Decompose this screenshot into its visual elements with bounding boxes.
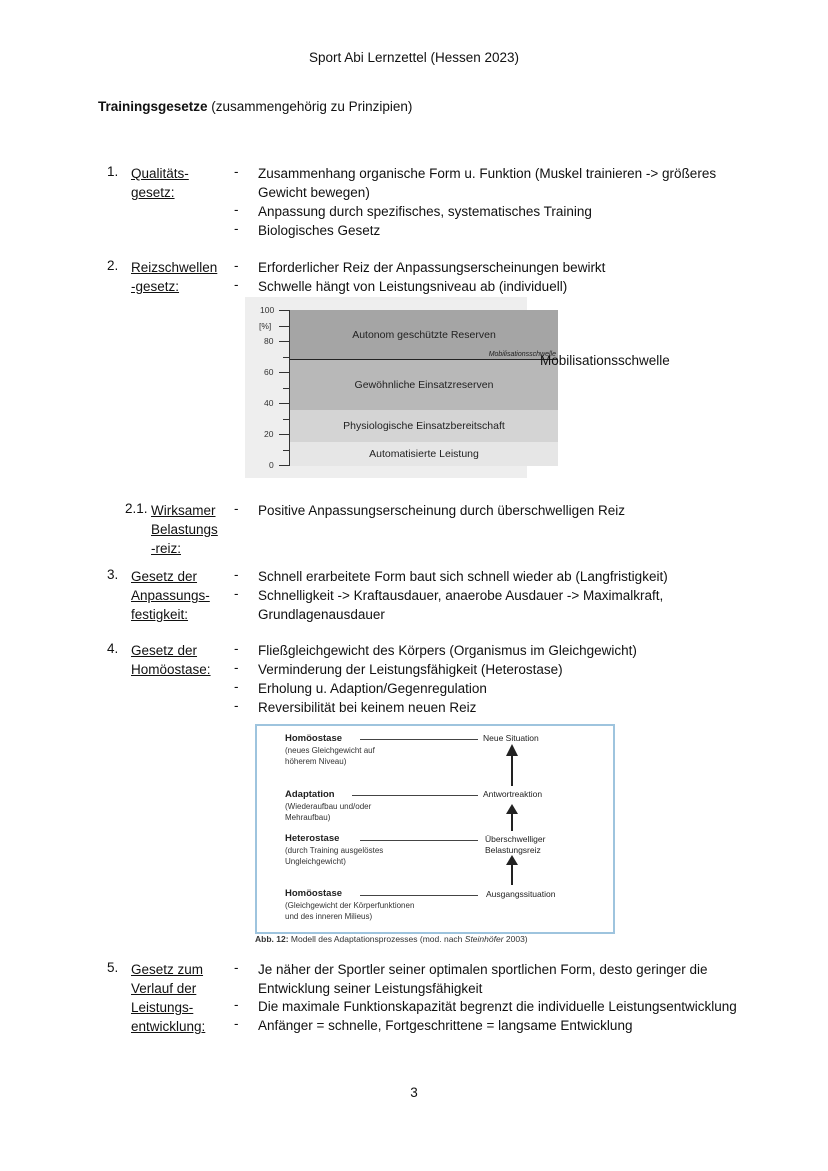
- bullet-text: Erforderlicher Reiz der Anpassungserscheinungen bewirkt: [258, 260, 606, 275]
- y-tick-label: 40: [264, 398, 274, 408]
- item-number: 4.: [107, 641, 119, 656]
- y-tick-label: 0: [269, 460, 274, 470]
- threshold-label: Mobilisationsschwelle: [488, 351, 556, 358]
- bullet-dash: -: [234, 586, 239, 601]
- stage-right-label: Ausgangssituation: [486, 889, 556, 899]
- upward-arrows: [500, 724, 524, 930]
- band-automated-performance: Automatisierte Leistung: [290, 442, 558, 466]
- item-number: 5.: [107, 960, 119, 975]
- item-label: Qualitäts- gesetz:: [131, 166, 189, 200]
- stage-title: Homöostase: [285, 733, 343, 744]
- bullet-text: Schnell erarbeitete Form baut sich schnell wieder ab (Langfristigkeit): [258, 569, 668, 584]
- connector-line: [360, 739, 478, 740]
- bullet-dash: -: [234, 1016, 239, 1031]
- stage-subtitle: (Wiederaufbau und/oder Mehraufbau): [285, 802, 372, 822]
- stage-right-label: Antwortreaktion: [483, 789, 543, 799]
- item-label: Wirksamer Belastungs -reiz:: [151, 503, 218, 556]
- section-title: [98, 99, 412, 114]
- item-number: 1.: [107, 164, 119, 179]
- y-tick-label: 80: [264, 336, 274, 346]
- bullet-text: Je näher der Sportler seiner optimalen sportlichen Form, desto geringer die Entwicklung seiner Leistungsfähigkeit: [258, 962, 708, 996]
- bullet-dash: -: [234, 567, 239, 582]
- bullet-dash: -: [234, 501, 239, 516]
- page-number: 3: [410, 1085, 418, 1100]
- section-title-rest: (zusammengehörig zu Prinzipien): [207, 99, 413, 114]
- bullet-dash: -: [234, 960, 239, 975]
- bullet-dash: -: [234, 221, 239, 236]
- band-ordinary-reserves: Gewöhnliche Einsatzreserven: [290, 360, 558, 410]
- mobilisation-side-label: Mobilisationsschwelle: [540, 353, 670, 368]
- y-tick-label: 20: [264, 429, 274, 439]
- item-number: 3.: [107, 567, 119, 582]
- bullet-dash: -: [234, 641, 239, 656]
- item-label: Reizschwellen -gesetz:: [131, 260, 218, 294]
- bullet-dash: -: [234, 202, 239, 217]
- bullet-text: Fließgleichgewicht des Körpers (Organismus im Gleichgewicht): [258, 643, 637, 658]
- item-label: Gesetz der Anpassungs- festigkeit:: [131, 569, 210, 622]
- bullet-text: Positive Anpassungserscheinung durch überschwelligen Reiz: [258, 503, 625, 518]
- y-tick-label: 100: [260, 305, 275, 315]
- adaptation-figure: [255, 724, 615, 946]
- connector-line: [352, 795, 478, 796]
- bullet-text: Anfänger = schnelle, Fortgeschrittene = langsame Entwicklung: [258, 1018, 633, 1033]
- item-label: Gesetz zum Verlauf der Leistungs- entwicklung:: [131, 962, 206, 1034]
- stage-right-label: Überschwelliger Belastungsreiz: [485, 834, 546, 855]
- y-axis-unit: [%]: [259, 321, 272, 331]
- stage-title: Homöostase: [285, 888, 343, 899]
- bullet-dash: -: [234, 277, 239, 292]
- threshold-figure: [245, 297, 556, 478]
- stage-title: Heterostase: [285, 833, 340, 844]
- bullet-dash: -: [234, 660, 239, 675]
- y-tick-label: 60: [264, 367, 274, 377]
- bullet-text: Biologisches Gesetz: [258, 223, 381, 238]
- bullet-text: Verminderung der Leistungsfähigkeit (Heterostase): [258, 662, 563, 677]
- bullet-text: Zusammenhang organische Form u. Funktion (Muskel trainieren -> größeres Gewicht bewegen): [258, 166, 717, 200]
- stage-title: Adaptation: [285, 789, 335, 800]
- bullet-text: Schwelle hängt von Leistungsniveau ab (individuell): [258, 279, 568, 294]
- band-physiological-readiness: Physiologische Einsatzbereitschaft: [290, 410, 558, 442]
- bullet-text: Reversibilität bei keinem neuen Reiz: [258, 700, 477, 715]
- connector-line: [360, 840, 478, 841]
- figure-caption: Abb. 12: Modell des Adaptationsprozesses (mod. nach Steinhöfer 2003): [255, 934, 528, 944]
- bullet-text: Anpassung durch spezifisches, systematisches Training: [258, 204, 592, 219]
- stage-subtitle: (neues Gleichgewicht auf höherem Niveau): [285, 746, 375, 766]
- bullet-text: Schnelligkeit -> Kraftausdauer, anaerobe Ausdauer -> Maximalkraft, Grundlagenausdauer: [258, 588, 664, 622]
- band-autonomous-reserves: Autonom geschützte Reserven: [290, 310, 558, 360]
- item-label: Gesetz der Homöostase:: [131, 643, 211, 677]
- bullet-dash: -: [234, 258, 239, 273]
- bullet-dash: -: [234, 997, 239, 1012]
- stage-subtitle: (Gleichgewicht der Körperfunktionen und des inneren Milieus): [285, 901, 415, 921]
- bullet-text: Die maximale Funktionskapazität begrenzt die individuelle Leistungsentwicklung: [258, 999, 737, 1014]
- stage-right-label: Neue Situation: [483, 733, 539, 743]
- connector-line: [360, 895, 478, 896]
- bullet-dash: -: [234, 679, 239, 694]
- y-axis-line: [289, 310, 290, 466]
- page-header: Sport Abi Lernzettel (Hessen 2023): [308, 50, 520, 65]
- item-number: 2.1.: [125, 501, 148, 516]
- bullet-text: Erholung u. Adaption/Gegenregulation: [258, 681, 487, 696]
- stage-subtitle: (durch Training ausgelöstes Ungleichgewicht): [285, 846, 384, 866]
- bullet-dash: -: [234, 698, 239, 713]
- bullet-dash: -: [234, 164, 239, 179]
- item-number: 2.: [107, 258, 119, 273]
- section-title-bold: Trainingsgesetze: [98, 99, 208, 114]
